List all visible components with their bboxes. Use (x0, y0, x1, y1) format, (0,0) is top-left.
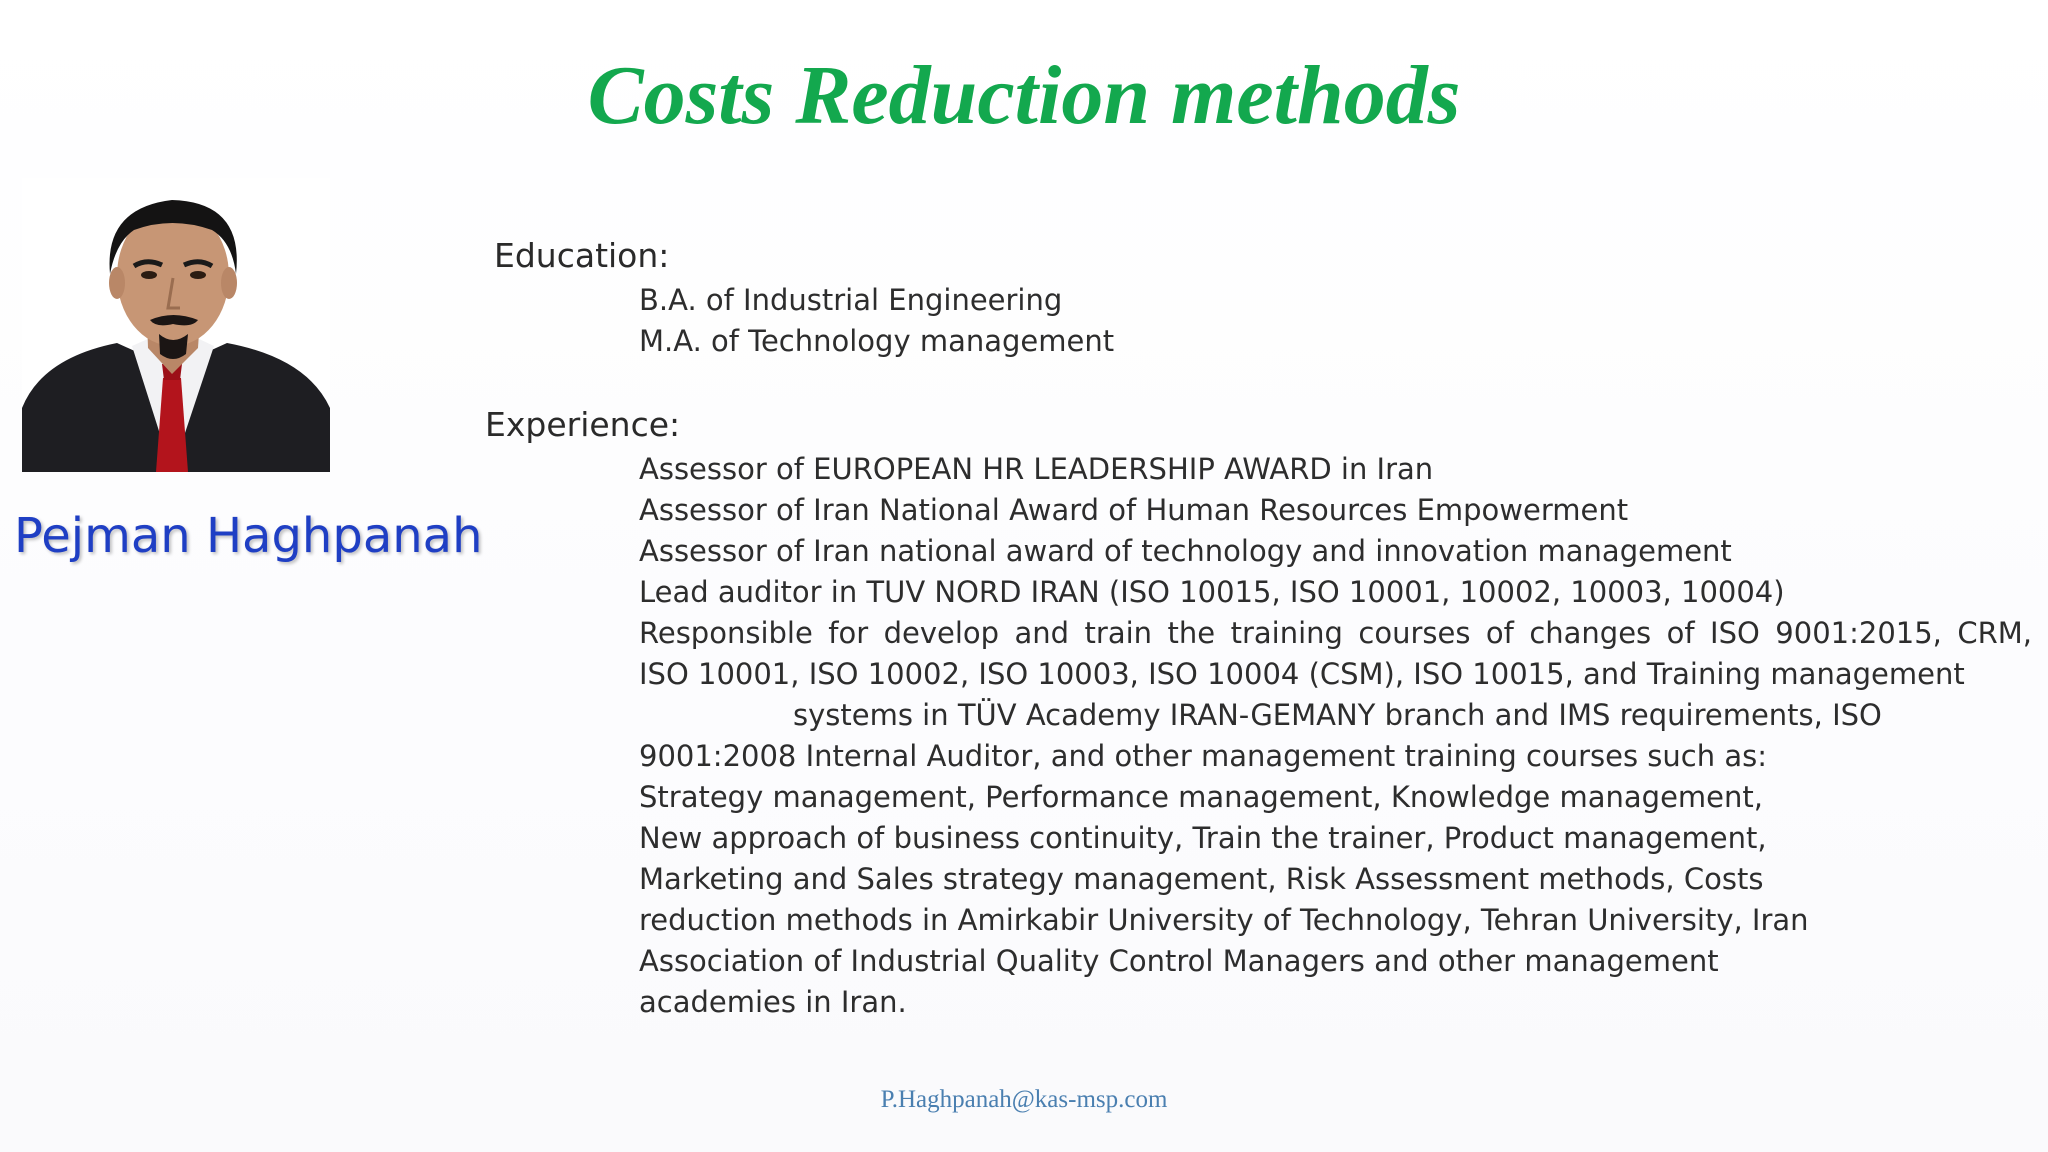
experience-line (639, 616, 2032, 650)
experience-line-text: Responsible for develop and train the training courses of changes of ISO 9001:2015, CRM, (639, 616, 2032, 650)
education-heading: Education: (494, 236, 670, 275)
experience-line: 9001:2008 Internal Auditor, and other management training courses such as: (639, 739, 1767, 773)
experience-line: reduction methods in Amirkabir University of Technology, Tehran University, Iran (639, 903, 1809, 937)
experience-line: ISO 10001, ISO 10002, ISO 10003, ISO 10004 (CSM), ISO 10015, and Training management (639, 657, 1965, 691)
experience-line: Assessor of Iran National Award of Human Resources Empowerment (639, 493, 1629, 527)
experience-line: Lead auditor in TUV NORD IRAN (ISO 10015, ISO 10001, 10002, 10003, 10004) (639, 575, 1785, 609)
experience-line: Assessor of EUROPEAN HR LEADERSHIP AWARD in Iran (639, 452, 1434, 486)
portrait-illustration (22, 178, 330, 472)
experience-line: Assessor of Iran national award of technology and innovation management (639, 534, 1732, 568)
person-name: Pejman Haghpanah (14, 508, 483, 564)
slide-title: Costs Reduction methods (587, 49, 1461, 142)
experience-line: Strategy management, Performance management, Knowledge management, (639, 780, 1763, 814)
education-item: M.A. of Technology management (639, 324, 1115, 358)
experience-line: Marketing and Sales strategy management, Risk Assessment methods, Costs (639, 862, 1764, 896)
experience-line: systems in TÜV Academy IRAN-GEMANY branch and IMS requirements, ISO (793, 698, 1882, 732)
portrait-photo (22, 178, 330, 472)
experience-line: New approach of business continuity, Train the trainer, Product management, (639, 821, 1767, 855)
experience-heading: Experience: (485, 405, 681, 444)
contact-email: P.Haghpanah@kas-msp.com (880, 1086, 1168, 1113)
education-item: B.A. of Industrial Engineering (639, 283, 1063, 317)
experience-line: Association of Industrial Quality Control Managers and other management (639, 944, 1719, 978)
experience-line: academies in Iran. (639, 985, 907, 1019)
